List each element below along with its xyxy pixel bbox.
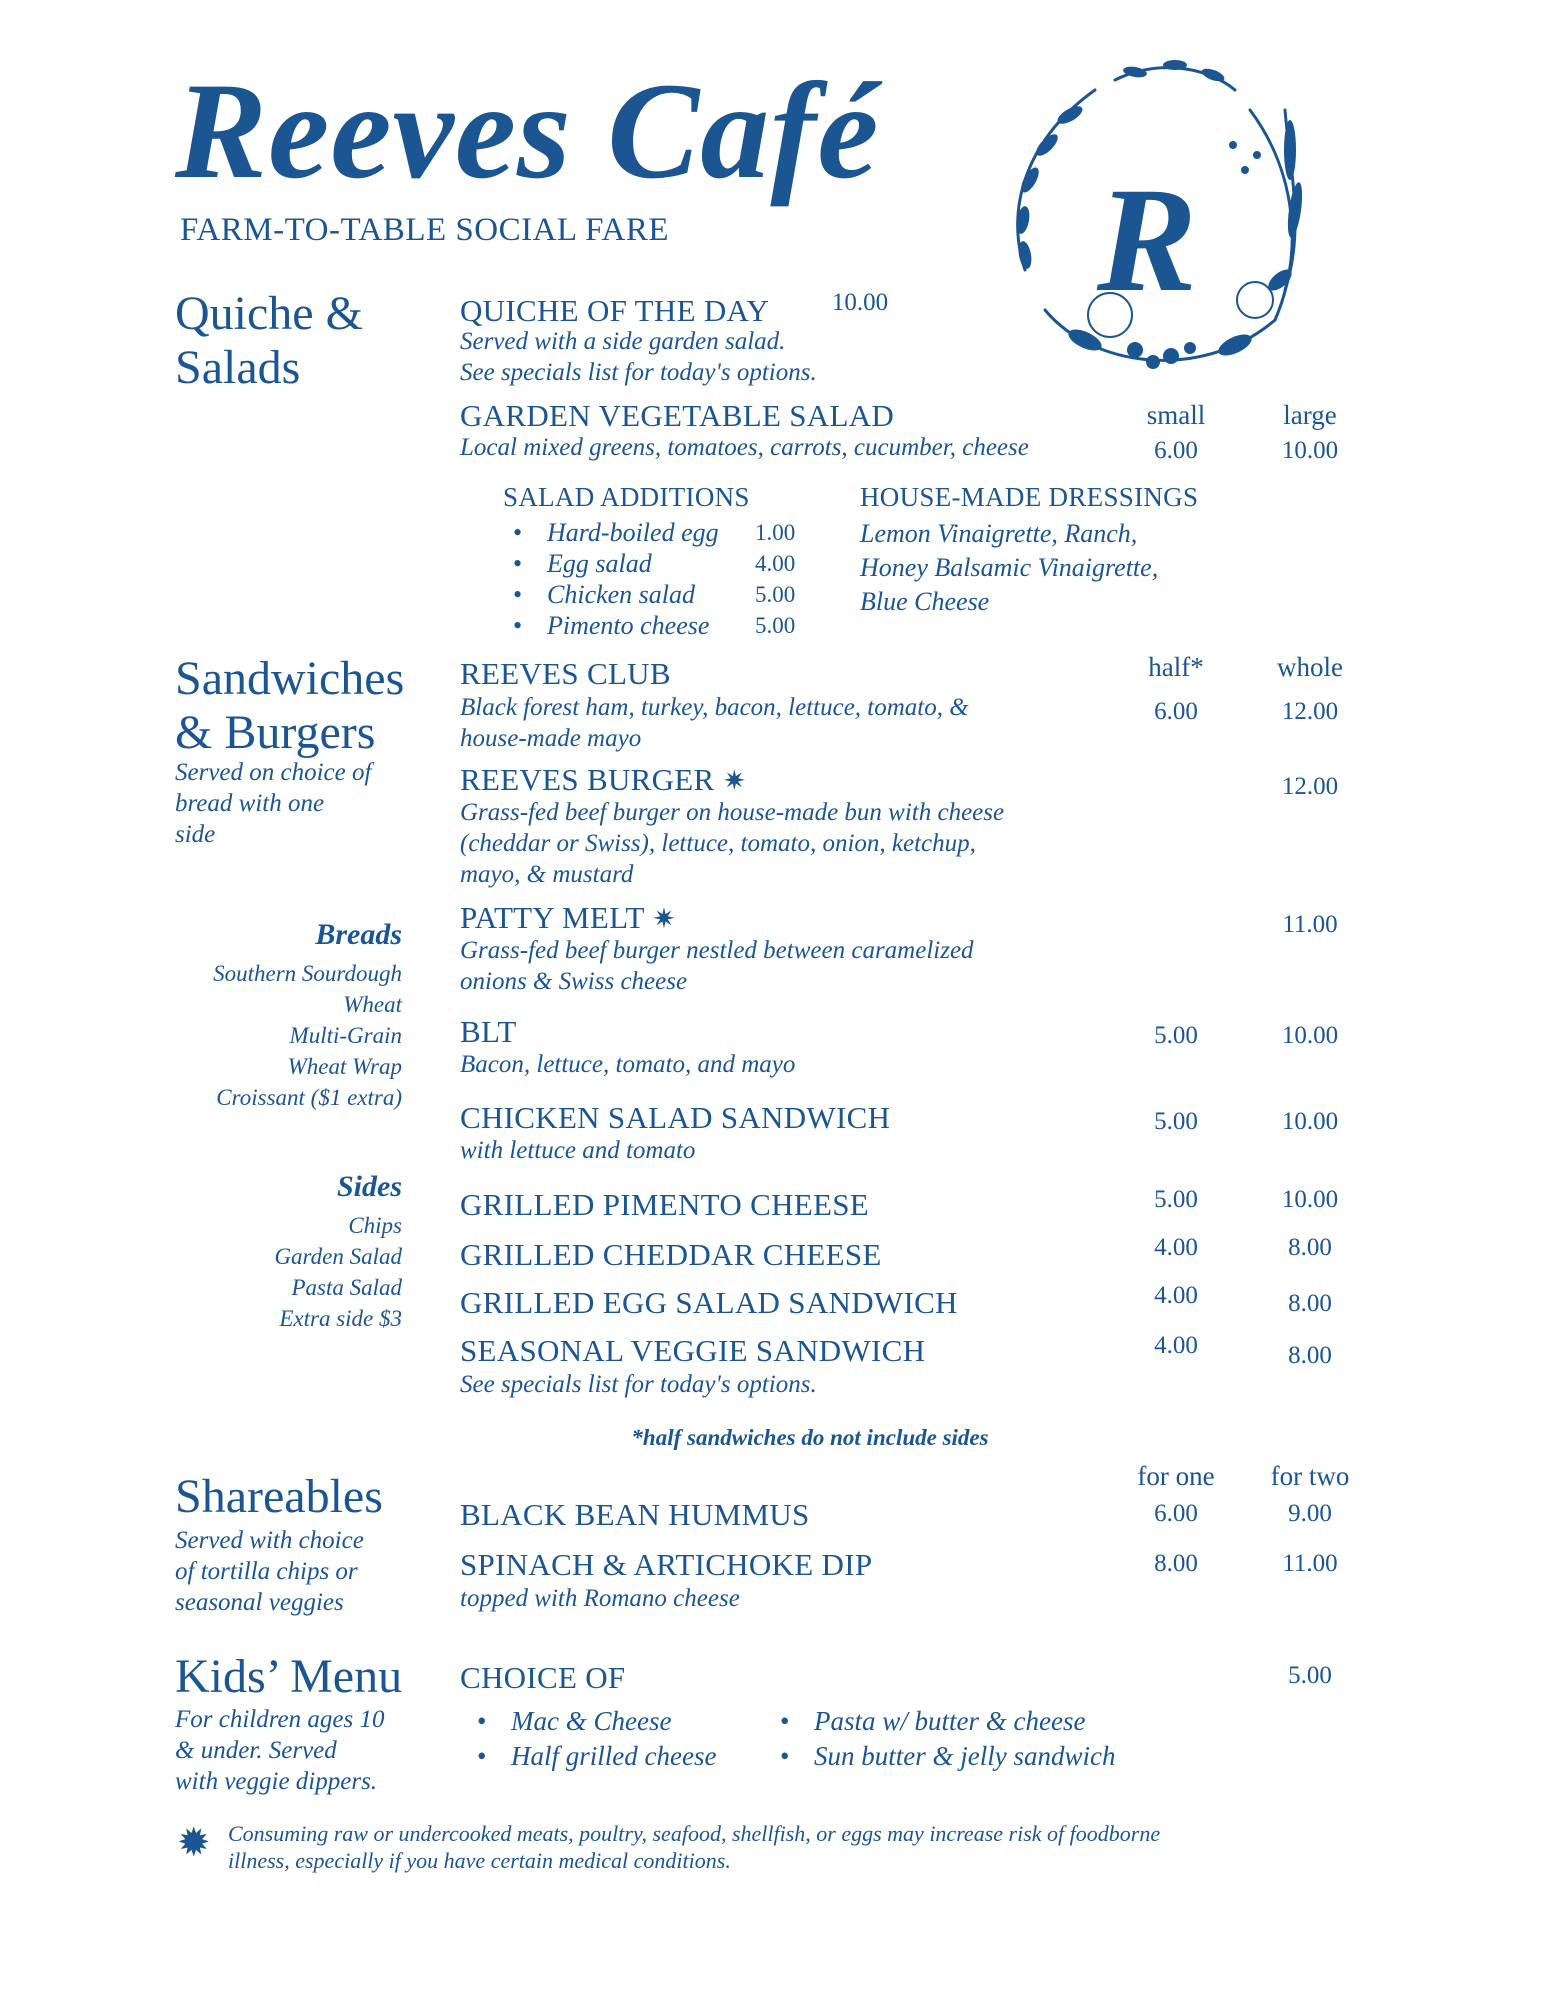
starburst-icon: ✷ <box>722 766 747 797</box>
price-veggie-half: 4.00 <box>1154 1332 1198 1359</box>
salad-additions-list <box>503 517 719 641</box>
desc-line: Grass-fed beef burger nestled between caramelized <box>460 937 974 964</box>
salad-additions-title: SALAD ADDITIONS <box>503 482 750 512</box>
section-sub-sandwiches <box>175 757 371 850</box>
cafe-tagline: FARM-TO-TABLE SOCIAL FARE <box>180 212 669 248</box>
price-hummus-two: 9.00 <box>1288 1500 1332 1527</box>
sub-line: Served on choice of <box>175 759 372 786</box>
desc-line: Black forest ham, turkey, bacon, lettuce, tomato, & <box>460 694 969 721</box>
item-desc-club <box>460 692 969 754</box>
dressings-title: HOUSE-MADE DRESSINGS <box>860 482 1199 512</box>
sub-line: For children ages 10 <box>175 1706 385 1733</box>
starburst-icon: ✷ <box>652 904 676 935</box>
price-salad-small: 6.00 <box>1154 437 1198 464</box>
item-name-blt: BLT <box>460 1014 517 1049</box>
half-sandwich-note: *half sandwiches do not include sides <box>631 1425 989 1450</box>
item-desc-quiche <box>460 326 817 388</box>
list-item: • Chicken salad <box>503 579 719 610</box>
sub-line: of tortilla chips or <box>175 1558 358 1585</box>
item-name-club: REEVES CLUB <box>460 656 671 691</box>
list-item: Chips <box>348 1213 402 1238</box>
item-name-veggie: SEASONAL VEGGIE SANDWICH <box>460 1333 926 1368</box>
desc-line: Served with a side garden salad. <box>460 328 786 355</box>
section-sub-kids <box>175 1704 384 1797</box>
col-header-small: small <box>1146 400 1206 430</box>
item-name-text: PATTY MELT <box>460 900 645 935</box>
price: 5.00 <box>755 582 796 607</box>
dressing-line: Blue Cheese <box>860 587 990 616</box>
item-name-chicken-salad: CHICKEN SALAD SANDWICH <box>460 1100 891 1135</box>
price-salad-large: 10.00 <box>1281 437 1339 464</box>
item-name-burger <box>460 762 746 798</box>
col-header-half: half* <box>1148 652 1204 682</box>
item-desc-blt: Bacon, lettuce, tomato, and mayo <box>460 1051 796 1078</box>
desc-line: See specials list for today's options. <box>460 359 817 386</box>
desc-line: (cheddar or Swiss), lettuce, tomato, onion, ketchup, <box>460 830 976 857</box>
cafe-title: Reeves Café <box>175 54 880 207</box>
kids-list-left <box>467 1704 716 1774</box>
price-cheddar-half: 4.00 <box>1154 1234 1198 1261</box>
list-item: Multi-Grain <box>289 1023 402 1048</box>
dressing-line: Honey Balsamic Vinaigrette, <box>860 553 1159 582</box>
item-desc-veggie: See specials list for today's options. <box>460 1371 817 1398</box>
price-kids: 5.00 <box>1288 1662 1332 1689</box>
price-club-half: 6.00 <box>1154 698 1198 725</box>
price-dip-two: 11.00 <box>1282 1550 1338 1577</box>
list-item: Southern Sourdough <box>213 961 402 986</box>
price-quiche: 10.00 <box>831 289 889 316</box>
price-dip-one: 8.00 <box>1154 1550 1198 1577</box>
list-item: • Hard-boiled egg <box>503 517 719 548</box>
price-veggie-whole: 8.00 <box>1288 1342 1332 1369</box>
section-title-kids: Kids’ Menu <box>175 1650 403 1703</box>
section-title-shareables: Shareables <box>175 1470 383 1523</box>
desc-line: house-made mayo <box>460 725 642 752</box>
price-eggsalad-whole: 8.00 <box>1288 1290 1332 1317</box>
sides-list <box>112 1210 402 1334</box>
list-item: • Sun butter & jelly sandwich <box>770 1739 1115 1774</box>
price-club-whole: 12.00 <box>1281 698 1339 725</box>
section-title-line: & Burgers <box>175 706 376 759</box>
price-chicken-half: 5.00 <box>1154 1108 1198 1135</box>
price-blt-whole: 10.00 <box>1281 1022 1339 1049</box>
item-desc-spinach-dip: topped with Romano cheese <box>460 1585 740 1612</box>
kids-choice-of: CHOICE OF <box>460 1660 626 1695</box>
item-name-cheddar: GRILLED CHEDDAR CHEESE <box>460 1237 882 1272</box>
price-cheddar-whole: 8.00 <box>1288 1234 1332 1261</box>
item-desc-burger <box>460 797 1004 890</box>
dressings-list <box>860 517 1158 619</box>
item-name-egg-salad: GRILLED EGG SALAD SANDWICH <box>460 1285 958 1320</box>
section-title-line: Quiche & <box>175 287 363 340</box>
advisory-note <box>228 1820 1160 1874</box>
section-title-sandwiches <box>175 652 404 760</box>
item-name-spinach-dip: SPINACH & ARTICHOKE DIP <box>460 1547 873 1582</box>
item-desc-garden-salad: Local mixed greens, tomatoes, carrots, cucumber, cheese <box>460 434 1029 461</box>
price-melt-whole: 11.00 <box>1282 911 1338 938</box>
price-burger-whole: 12.00 <box>1281 773 1339 800</box>
list-item: Wheat <box>343 992 402 1017</box>
item-desc-chicken-salad: with lettuce and tomato <box>460 1137 696 1164</box>
col-header-for-one: for one <box>1137 1461 1215 1491</box>
list-item: Pasta Salad <box>291 1275 402 1300</box>
sub-line: with veggie dippers. <box>175 1768 378 1795</box>
sub-line: & under. Served <box>175 1737 337 1764</box>
desc-line: mayo, & mustard <box>460 861 634 888</box>
price: 1.00 <box>755 520 796 545</box>
col-header-for-two: for two <box>1270 1461 1350 1491</box>
logo-letter: R <box>1096 157 1198 323</box>
sub-line: side <box>175 821 216 848</box>
price: 5.00 <box>755 613 796 638</box>
list-item: Extra side $3 <box>279 1306 402 1331</box>
salad-additions-prices <box>755 517 795 641</box>
item-name-garden-salad: GARDEN VEGETABLE SALAD <box>460 398 895 433</box>
col-header-large: large <box>1283 400 1337 430</box>
list-item: • Half grilled cheese <box>467 1739 716 1774</box>
col-header-whole: whole <box>1277 652 1343 682</box>
list-item: • Pimento cheese <box>503 610 719 641</box>
note-line: illness, especially if you have certain medical conditions. <box>228 1848 731 1873</box>
sides-title: Sides <box>336 1170 402 1203</box>
item-desc-patty-melt <box>460 935 974 997</box>
list-item: Croissant ($1 extra) <box>216 1085 402 1110</box>
list-item: • Pasta w/ butter & cheese <box>770 1704 1115 1739</box>
item-name-hummus: BLACK BEAN HUMMUS <box>460 1497 810 1532</box>
price-pimento-whole: 10.00 <box>1281 1186 1339 1213</box>
kids-list-right <box>770 1704 1115 1774</box>
section-sub-shareables <box>175 1525 364 1618</box>
price-chicken-whole: 10.00 <box>1281 1108 1339 1135</box>
dressing-line: Lemon Vinaigrette, Ranch, <box>860 519 1138 548</box>
section-title-line: Sandwiches <box>175 652 405 705</box>
price-blt-half: 5.00 <box>1154 1022 1198 1049</box>
item-name-pimento: GRILLED PIMENTO CHEESE <box>460 1187 870 1222</box>
note-line: Consuming raw or undercooked meats, poultry, seafood, shellfish, or eggs may increase risk of foodborne <box>228 1821 1161 1846</box>
list-item: Wheat Wrap <box>287 1054 402 1079</box>
item-name-text: REEVES BURGER <box>460 762 715 797</box>
sub-line: seasonal veggies <box>175 1589 344 1616</box>
price-eggsalad-half: 4.00 <box>1154 1282 1198 1309</box>
item-name-quiche: QUICHE OF THE DAY <box>460 293 770 328</box>
starburst-icon: ✹ <box>177 1820 211 1865</box>
section-title-line: Salads <box>175 341 301 394</box>
list-item: • Mac & Cheese <box>467 1704 716 1739</box>
section-title-quiche <box>175 287 363 395</box>
list-item: Garden Salad <box>274 1244 402 1269</box>
breads-title: Breads <box>315 918 402 951</box>
sub-line: bread with one <box>175 790 325 817</box>
breads-list <box>112 958 402 1113</box>
sub-line: Served with choice <box>175 1527 364 1554</box>
item-name-patty-melt <box>460 900 676 936</box>
price: 4.00 <box>755 551 796 576</box>
desc-line: onions & Swiss cheese <box>460 968 688 995</box>
botanical-wreath-icon <box>985 50 1320 395</box>
price-pimento-half: 5.00 <box>1154 1186 1198 1213</box>
desc-line: Grass-fed beef burger on house-made bun with cheese <box>460 799 1005 826</box>
price-hummus-one: 6.00 <box>1154 1500 1198 1527</box>
list-item: • Egg salad <box>503 548 719 579</box>
